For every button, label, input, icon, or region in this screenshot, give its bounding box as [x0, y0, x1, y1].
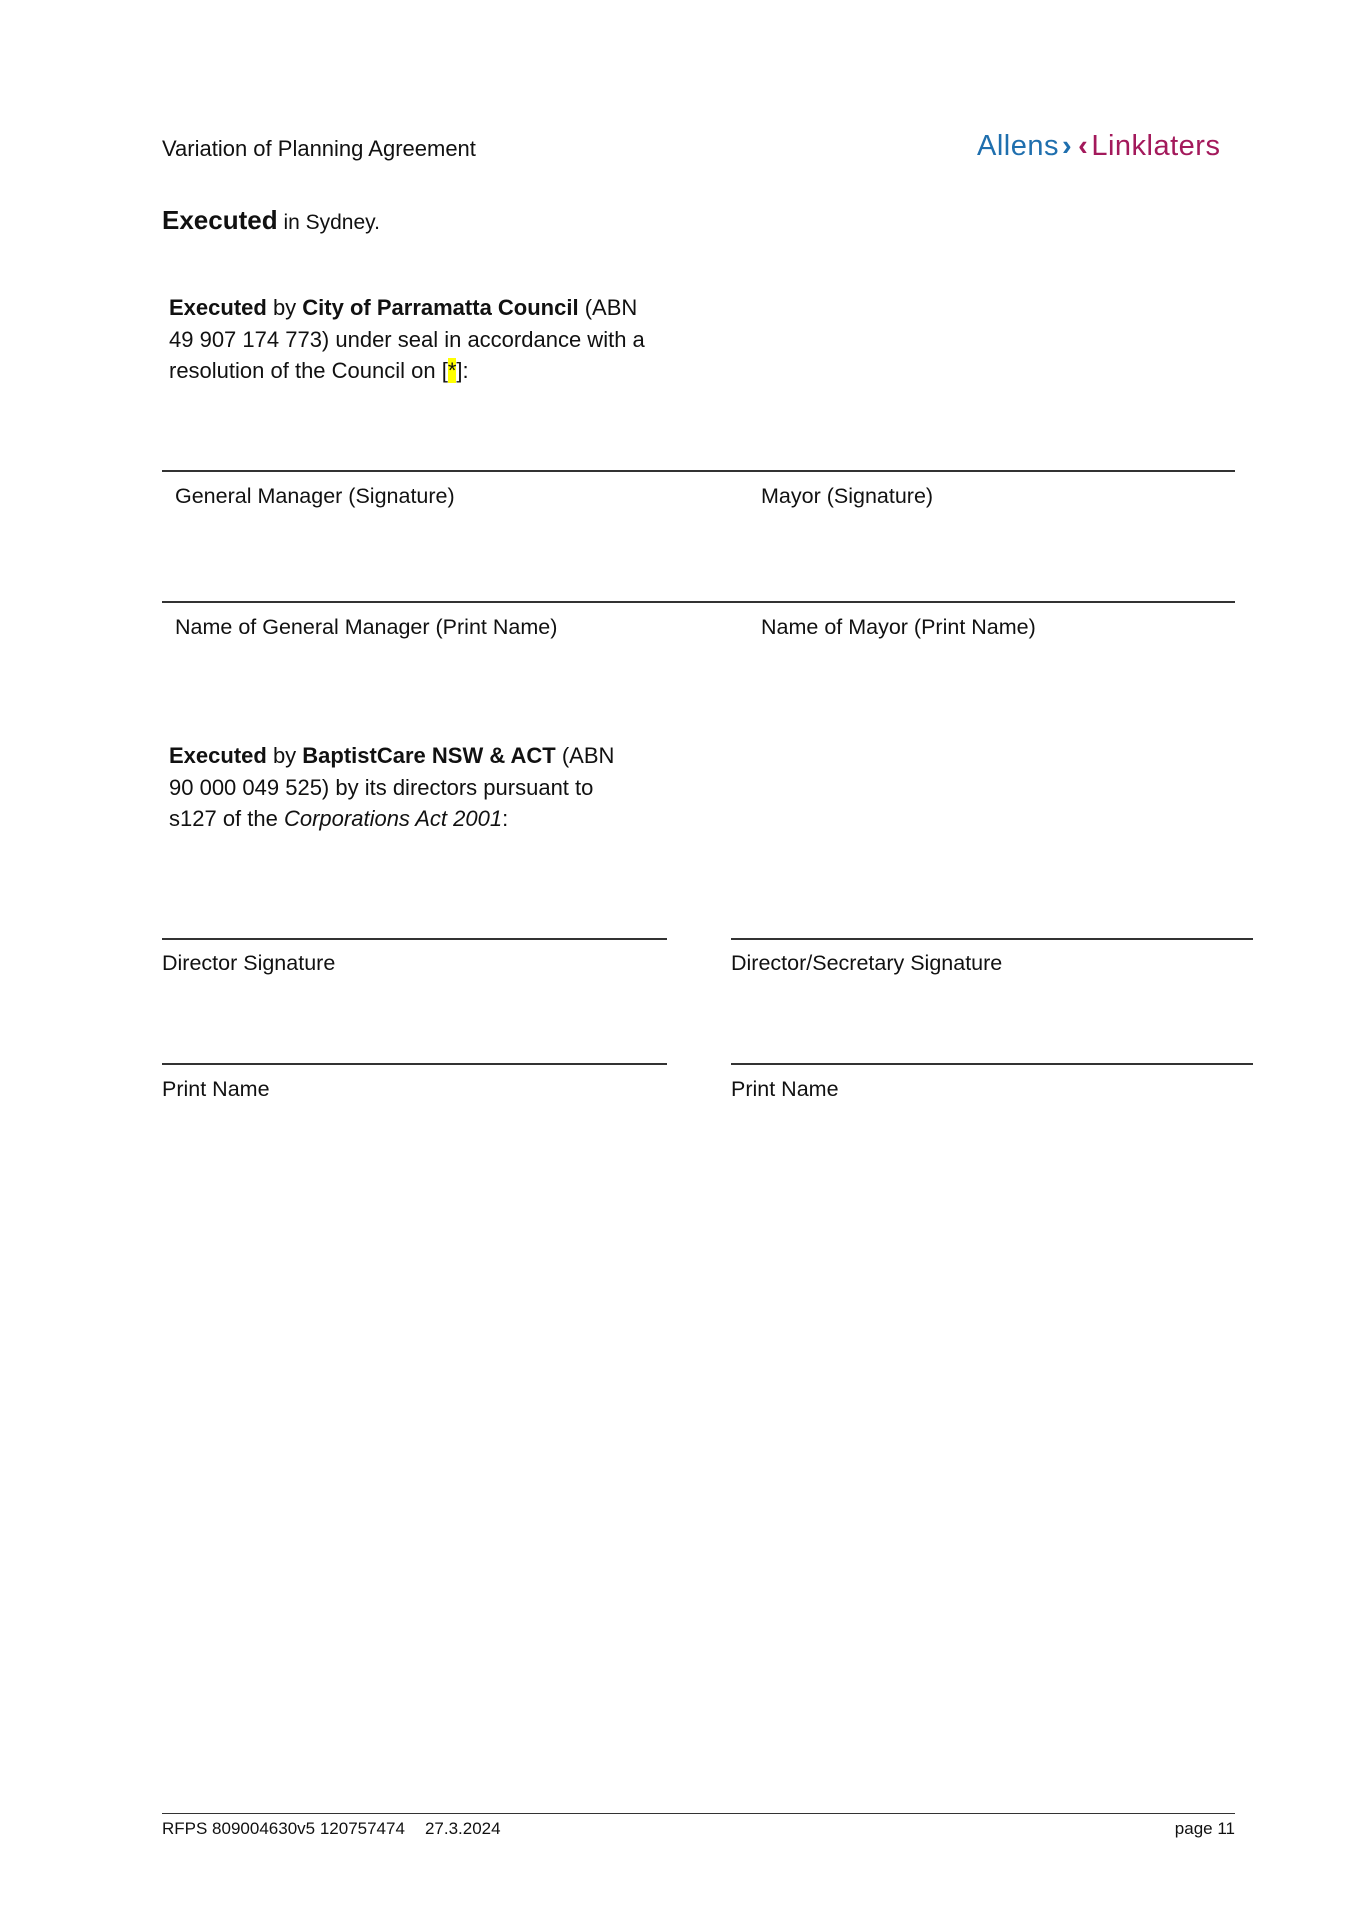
footer-divider — [162, 1813, 1235, 1814]
resolution-date-placeholder[interactable]: * — [447, 358, 457, 383]
executed-heading: Executed — [162, 205, 278, 235]
secretary-print-name-label: Print Name — [731, 1077, 839, 1101]
document-title: Variation of Planning Agreement — [162, 136, 476, 161]
council-party-name: City of Parramatta Council — [302, 295, 579, 320]
document-reference: RFPS 809004630v5 120757474 — [162, 1819, 405, 1838]
council-execution-clause — [169, 292, 729, 387]
executed-location: in Sydney. — [277, 211, 380, 234]
baptist-clause-line-3: s127 of the Corporations Act 2001: — [169, 806, 509, 831]
firm-logo — [977, 130, 1220, 163]
logo-allens: Allens — [977, 130, 1059, 162]
document-date: 27.3.2024 — [424, 1819, 501, 1838]
council-clause-line-1: Executed by City of Parramatta Council (ABN — [169, 295, 638, 320]
baptist-execution-clause — [169, 740, 729, 835]
chevron-right-icon: › — [1062, 130, 1073, 162]
baptist-clause-line-1: Executed by BaptistCare NSW & ACT (ABN — [169, 743, 615, 768]
director-print-name-line[interactable] — [162, 1063, 667, 1065]
secretary-signature-line[interactable] — [731, 938, 1253, 940]
logo-linklaters: Linklaters — [1091, 130, 1221, 162]
executed-in-sydney — [162, 205, 380, 236]
chevron-left-icon: ‹ — [1078, 130, 1089, 162]
council-name-line[interactable] — [162, 601, 1235, 603]
council-signature-line[interactable] — [162, 470, 1235, 472]
mayor-name-label: Name of Mayor (Print Name) — [761, 615, 1036, 639]
mayor-signature-label: Mayor (Signature) — [761, 484, 934, 508]
gm-signature-label: General Manager (Signature) — [175, 484, 455, 508]
council-clause-line-3: resolution of the Council on [*]: — [169, 358, 469, 383]
secretary-print-name-line[interactable] — [731, 1063, 1253, 1065]
footer-reference — [162, 1819, 501, 1839]
gm-name-label: Name of General Manager (Print Name) — [175, 615, 558, 639]
council-clause-line-2: 49 907 174 773) under seal in accordance with a — [169, 326, 645, 352]
director-signature-line[interactable] — [162, 938, 667, 940]
page-number: page 11 — [1174, 1819, 1235, 1838]
director-print-name-label: Print Name — [162, 1077, 270, 1101]
director-signature-label: Director Signature — [162, 951, 336, 975]
act-name: Corporations Act 2001 — [283, 806, 503, 831]
baptist-clause-line-2: 90 000 049 525) by its directors pursuant to — [169, 774, 594, 800]
secretary-signature-label: Director/Secretary Signature — [731, 951, 1003, 975]
baptist-party-name: BaptistCare NSW & ACT — [302, 743, 556, 768]
